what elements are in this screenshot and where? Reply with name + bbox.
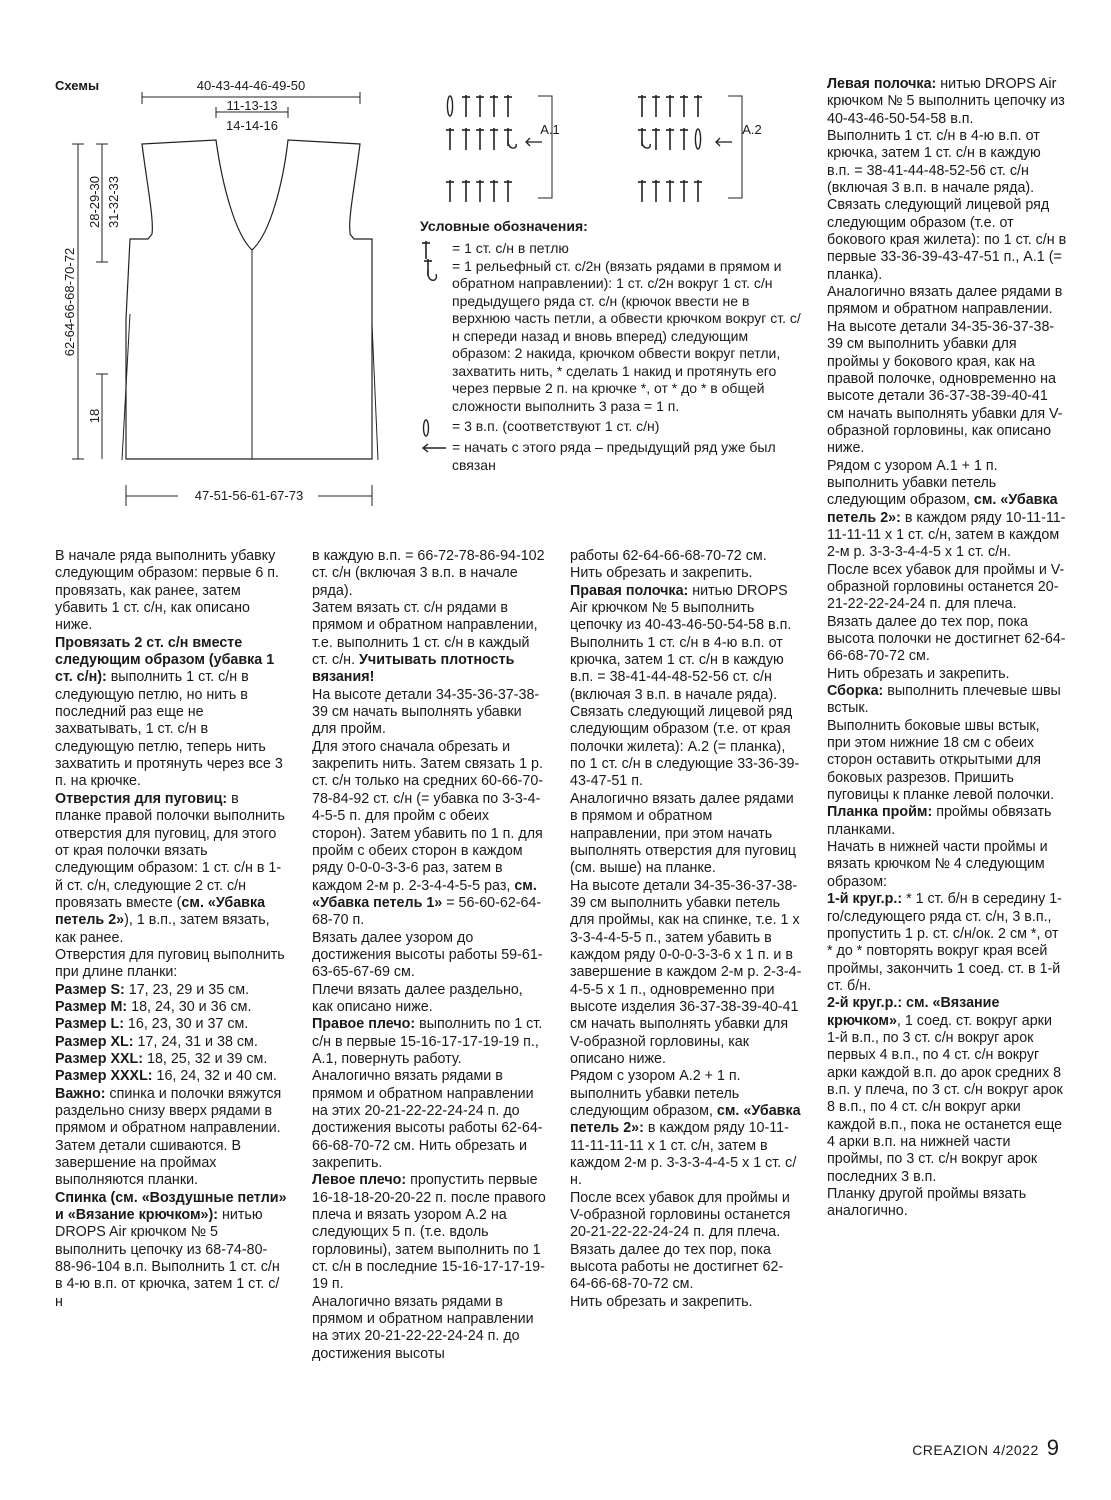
body-text: Вязать далее до тех пор, пока высота работы не достигнет 62-64-66-68-70-72 см. [570, 1241, 784, 1293]
paragraph [827, 891, 1067, 995]
size-line [55, 1034, 287, 1051]
double-crochet-icon [420, 240, 452, 258]
paragraph [827, 76, 1067, 128]
body-text: проймы обвязать планками. [827, 804, 1052, 838]
paragraph [570, 1190, 802, 1242]
size-line [55, 999, 287, 1016]
body-text: пропустить первые 16-18-18-20-20-22 п. после правого плеча и вязать узором A.2 на следующих 5 п. (т.е. вдоль горловины), затем выполнить по 1 ст. с/н в последние 15-16-17-17-19-19 п. [312, 1172, 546, 1293]
section-heading: Планка пройм: [827, 804, 933, 821]
chart-a1 [446, 95, 560, 202]
paragraph [312, 687, 547, 739]
paragraph [827, 562, 1067, 614]
section-heading: 2-й круг.р.: см. «Вязание крючком» [827, 995, 1000, 1029]
paragraph [312, 600, 547, 687]
body-text: нитью DROPS Air крючком № 5 выполнить цепочку из 40-43-46-50-54-58 в.п. [827, 76, 1065, 127]
body-text: Выполнить 1 ст. с/н в 4-ю в.п. от крючка, затем 1 ст. с/н в каждую в.п. = 38-41-44-48-52-56 ст. с/н (включая 3 в.п. в начале ряда). [570, 634, 784, 703]
size-line [55, 1051, 287, 1068]
size-label: Размер L: [55, 1016, 124, 1033]
magazine-issue: CREAZION 4/2022 [912, 1442, 1039, 1458]
body-text: Рядом с узором A.2 + 1 п. выполнить убавки петель следующим образом, [570, 1068, 741, 1119]
body-text: Отверстия для пуговиц выполнить при длине планки: [55, 946, 285, 981]
body-text: После всех убавок для проймы и V-образной горловины останется 20-21-22-22-24-24 п. для плеча. [570, 1189, 791, 1241]
body-text: На высоте детали 34-35-36-37-38-39 см выполнить убавки петель для проймы, как на спинке, т.е. 1 x 3-3-4-4-5-5 п., затем убавить в каждом ряду 0-0-0-3-3-6 x 1 п. и в завершение в каждом 2-м р. 2-3-4-4-5-5 x 1 п., одновременно при высоте изделия 36-37-38-39-40-41 см начать выполнять убавки для V-образной горловины, как описано ниже. [570, 877, 802, 1067]
paragraph [570, 548, 802, 583]
legend-item-relief [420, 258, 805, 416]
section-heading: Важно: [55, 1085, 106, 1102]
size-value: 16, 23, 30 и 37 см. [123, 1016, 249, 1033]
page-number: 9 [1046, 1435, 1059, 1460]
size-value: 18, 24, 30 и 36 см. [127, 998, 252, 1015]
neck-width-label-1: 11-13-13 [226, 98, 278, 113]
body-text: Связать следующий лицевой ряд следующим образом (т.е. от края полочки жилета): A.2 (= планка), по 1 ст. с/н в следующие 33-36-39-43-47-51 п. [570, 704, 800, 790]
paragraph [55, 1190, 287, 1311]
body-text: Затем вязать ст. с/н рядами в прямом и обратном направлении, т.е. выполнить 1 ст. с/н в каждый ст. с/н. [312, 600, 538, 669]
cross-reference: см. «Убавка петель 2»: [827, 492, 1058, 526]
chart-a2-label: A.2 [742, 122, 762, 137]
body-text: выполнить плечевые швы встык. [827, 683, 1061, 717]
body-text: спинка и полочки вяжутся раздельно снизу вверх рядами в прямом и обратном направлении. Затем детали сшиваются. В завершение на проймах выполняются планки. [55, 1085, 282, 1189]
section-heading: Провязать 2 ст. с/н вместе следующим образом (убавка 1 ст. с/н): [55, 634, 275, 686]
size-value: 18, 25, 32 и 39 см. [143, 1050, 268, 1067]
body-text: Аналогично вязать далее рядами в прямом и обратном направлении, при этом начать выполнять отверстия для пуговиц (см. выше) на планке. [570, 790, 797, 877]
garment-schematic [50, 74, 390, 514]
body-text: Нить обрезать и закрепить. [827, 665, 1010, 682]
size-value: 17, 23, 29 и 35 см. [124, 981, 250, 998]
paragraph [827, 804, 1067, 839]
body-text: На высоте детали 34-35-36-37-38-39 см начать выполнять убавки для пройм. [312, 686, 540, 738]
paragraph [827, 284, 1067, 319]
section-heading: Левая полочка: [827, 76, 937, 92]
symbol-legend [420, 218, 805, 474]
paragraph [312, 1172, 547, 1293]
armhole-label-2: 31-32-33 [106, 175, 121, 229]
legend-item-chain [420, 418, 805, 436]
body-text: Рядом с узором A.1 + 1 п. выполнить убавки петель следующим образом, [827, 457, 998, 509]
text-column-3 [570, 548, 802, 1311]
paragraph [827, 128, 1067, 197]
armhole-label-1: 28-29-30 [87, 175, 102, 229]
body-text: Выполнить боковые швы встык, при этом нижние 18 см с обеих сторон оставить открытыми для боковых разрезов. Пришить пуговицы к планке левой полочки. [827, 717, 1055, 804]
paragraph [570, 704, 802, 791]
paragraph [570, 791, 802, 878]
text-column-1 [55, 548, 287, 1311]
body-text: Начать в нижней части проймы и вязать крючком № 4 следующим образом: [827, 839, 1048, 890]
body-text: Аналогично вязать рядами в прямом и обратном направлении на этих 20-21-22-22-24-24 п. до достижения высоты работы 62-64-66-68-70-72 см. Нить обрезать и закрепить. [312, 1068, 543, 1172]
size-value: 17, 24, 31 и 38 см. [133, 1033, 258, 1050]
legend-text-dc: = 1 ст. с/н в петлю [452, 239, 569, 256]
body-text: В начале ряда выполнить убавку следующим образом: первые 6 п. провязать, как ранее, затем убавить 1 ст. с/н, как описано ниже. [55, 548, 279, 634]
bottom-width-label: 47-51-56-61-67-73 [194, 488, 304, 503]
section-heading: Правое плечо: [312, 1016, 416, 1033]
slit-label: 18 [87, 408, 102, 424]
body-text: в каждую в.п. = 66-72-78-86-94-102 ст. с/н (включая 3 в.п. в начале ряда). [312, 548, 545, 599]
paragraph [312, 1068, 547, 1172]
paragraph [827, 614, 1067, 666]
body-text: в планке правой полочки выполнить отверстия для пуговиц, для этого от края полочки вязать следующим образом: 1 ст. с/н в 1-й ст. с/н, следующие 2 ст. с/н провязать вместе ( [55, 790, 285, 911]
size-label: Размер S: [55, 981, 125, 998]
paragraph [55, 548, 287, 635]
paragraph [570, 1068, 802, 1189]
size-label: Размер M: [55, 998, 128, 1015]
paragraph [55, 947, 287, 982]
body-text: После всех убавок для проймы и V-образной горловины останется 20-21-22-22-24-24 п. для плеча. [827, 561, 1065, 613]
size-line [55, 982, 287, 999]
top-width-label: 40-43-44-46-49-50 [196, 78, 306, 93]
size-value: 16, 24, 32 и 40 см. [152, 1068, 277, 1085]
body-text: выполнить 1 ст. с/н в следующую петлю, но нить в последний раз еще не захватывать, 1 ст. с/н в следующую петлю, теперь нить захватить и протянуть через все 3 п. на крючке. [55, 669, 283, 790]
body-text: Вязать далее узором до достижения высоты работы 59-61-63-65-67-69 см. [312, 929, 543, 981]
paragraph [827, 197, 1067, 284]
body-text: работы 62-64-66-68-70-72 см. Нить обрезать и закрепить. [570, 548, 767, 582]
paragraph [827, 319, 1067, 458]
emphasis-text: Учитывать плотность вязания! [312, 652, 515, 686]
text-column-4 [827, 76, 1067, 1221]
body-text: в каждом ряду 10-11-11-11-11-11 x 1 ст. с/н, затем в каждом 2-м р. 3-3-3-4-4-5 x 1 ст. с/н. [570, 1120, 797, 1189]
paragraph [570, 1294, 802, 1311]
body-text: Аналогично вязать далее рядами в прямом и обратном направлении. [827, 284, 1063, 318]
section-heading: Отверстия для пуговиц: [55, 790, 228, 807]
relief-stitch-icon [420, 258, 452, 276]
chart-a2 [638, 95, 762, 202]
body-text: Аналогично вязать рядами в прямом и обратном направлении на этих 20-21-22-22-24-24 п. до достижения высоты [312, 1293, 534, 1362]
paragraph [55, 791, 287, 947]
cross-reference: см. «Убавка петель 2»: [570, 1103, 801, 1137]
paragraph [827, 995, 1067, 1186]
paragraph [827, 666, 1067, 683]
paragraph [570, 1242, 802, 1294]
legend-title: Условные обозначения: [420, 218, 588, 234]
section-heading: Сборка: [827, 683, 884, 700]
cross-reference: см. «Убавка петель 1» [312, 877, 537, 911]
paragraph [827, 1186, 1067, 1221]
body-text: в каждом ряду 10-11-11-11-11-11 x 1 ст. с/н, затем в каждом 2-м р. 3-3-3-4-4-5 x 1 ст. с/н. [827, 509, 1066, 561]
body-text: ), 1 в.п., затем вязать, как ранее. [55, 912, 270, 946]
chart-a1-label: A.1 [540, 122, 560, 137]
size-line [55, 1016, 287, 1033]
section-heading: Спинка (см. «Воздушные петли» и «Вязание крючком»): [55, 1189, 287, 1224]
body-text: выполнить по 1 ст. с/н в первые 15-16-17-17-19-19 п., A.1, повернуть работу. [312, 1016, 543, 1067]
body-text: На высоте детали 34-35-36-37-38-39 см выполнить убавки для проймы у бокового края, как на правой полочке, одновременно на высоте детали 36-37-38-39-40-41 см начать выполнять убавки для V-образной горловины, как описано ниже. [827, 318, 1063, 457]
paragraph [827, 839, 1067, 891]
crochet-charts [430, 88, 770, 213]
body-text: Вязать далее до тех пор, пока высота полочки не достигнет 62-64-66-68-70-72 см. [827, 613, 1066, 665]
body-text: Для этого сначала обрезать и закрепить нить. Затем связать 1 р. ст. с/н только на средних 60-66-70-78-84-92 ст. с/н (= убавка по 3-3-4-4-5-5 п. для пройм с обеих сторон). Затем убавить по 1 п. для пройм с обеих сторон в каждом ряду 0-0-0-3-3-6 раз, затем в каждом 2-м р. 2-3-4-4-5-5 раз, [312, 738, 544, 894]
arrow-left-icon [420, 439, 452, 457]
body-text: нитью DROPS Air крючком № 5 выполнить цепочку из 68-74-80-88-96-104 в.п. Выполнить 1 ст. с/н в 4-ю в.п. от крючка, затем 1 ст. с/н [55, 1207, 280, 1310]
body-text: Плечи вязать далее раздельно, как описано ниже. [312, 981, 523, 1015]
section-heading: Правая полочка: [570, 582, 689, 599]
neck-width-label-2: 14-14-16 [225, 118, 279, 133]
legend-item-start [420, 439, 805, 474]
paragraph [570, 878, 802, 1069]
legend-text-start: = начать с этого ряда – предыдущий ряд уже был связан [452, 439, 776, 473]
paragraph [827, 718, 1067, 805]
chain-icon [420, 418, 452, 436]
body-text: Планку другой проймы вязать аналогично. [827, 1186, 1027, 1220]
text-column-2 [312, 548, 547, 1363]
body-text: = 56-60-62-64-68-70 п. [312, 894, 542, 929]
paragraph [312, 1016, 547, 1068]
size-label: Размер XXL: [55, 1050, 144, 1067]
body-text: нитью DROPS Air крючком № 5 выполнить цепочку из 40-43-46-50-54-58 в.п. [570, 582, 792, 634]
body-text: Нить обрезать и закрепить. [570, 1293, 753, 1310]
section-heading: Левое плечо: [312, 1172, 407, 1189]
paragraph [312, 548, 547, 600]
legend-item-dc [420, 240, 805, 258]
paragraph [55, 635, 287, 791]
body-text: , 1 соед. ст. вокруг арки 1-й в.п., по 3 ст. с/н вокруг арок первых 4 в.п., по 4 ст. с/н вокруг арки каждой в.п. до арок средних 8 в.п. у плеча, по 3 ст. с/н вокруг арок 8 в.п., по 4 ст. с/н вокруг арки каждой в.п., пока не останется еще 4 арки в.п. на нижней части проймы, по 3 ст. с/н вокруг арок последних 3 в.п. [827, 1012, 1063, 1185]
size-label: Размер XL: [55, 1033, 134, 1050]
legend-text-relief: = 1 рельефный ст. с/2н (вязать рядами в прямом и обратном направлении): 1 ст. с/2н вокруг 1 ст. с/н предыдущего ряда ст. с/н (крючок ввести не в верхнюю часть петли, а обвести крючком вокруг ст. с/н спереди назад и вновь вперед) следующим образом: 2 накида, крючком обвести вокруг петли, захватить нить, * сделать 1 накид и протянуть его через первые 2 п. на крючке *, от * до * в общей сложности выполнить 3 раза = 1 п. [452, 257, 801, 414]
paragraph [570, 635, 802, 704]
paragraph [55, 1086, 287, 1190]
paragraph [312, 982, 547, 1017]
section-heading: 1-й круг.р.: [827, 891, 903, 908]
paragraph [827, 683, 1067, 718]
paragraph [312, 1294, 547, 1363]
paragraph [312, 739, 547, 930]
size-line [55, 1068, 287, 1085]
legend-text-chain: = 3 в.п. (соответствуют 1 ст. с/н) [452, 418, 660, 434]
schematic-title: Схемы [55, 78, 100, 93]
paragraph [570, 583, 802, 635]
cross-reference: см. «Убавка петель 2» [55, 894, 266, 929]
paragraph [312, 930, 547, 982]
body-text: Связать следующий лицевой ряд следующим образом (т.е. от бокового края жилета): по 1 ст. с/н в первые 33-36-39-43-47-51 п., A.1 (= планка). [827, 197, 1067, 283]
body-text: Выполнить 1 ст. с/н в 4-ю в.п. от крючка, затем 1 ст. с/н в каждую в.п. = 38-41-44-48-52-56 ст. с/н (включая 3 в.п. в начале ряда). [827, 128, 1041, 197]
size-label: Размер XXXL: [55, 1068, 153, 1085]
page-footer [912, 1435, 1059, 1461]
total-height-label: 62-64-66-68-70-72 [62, 247, 77, 357]
body-text: * 1 ст. б/н в середину 1-го/следующего ряда ст. с/н, 3 в.п., пропустить 1 р. ст. с/н/ок. 2 см *, от * до * повторять вокруг края всей проймы, закончить 1 соед. ст. в 1-й ст. б/н. [827, 891, 1062, 994]
paragraph [827, 458, 1067, 562]
